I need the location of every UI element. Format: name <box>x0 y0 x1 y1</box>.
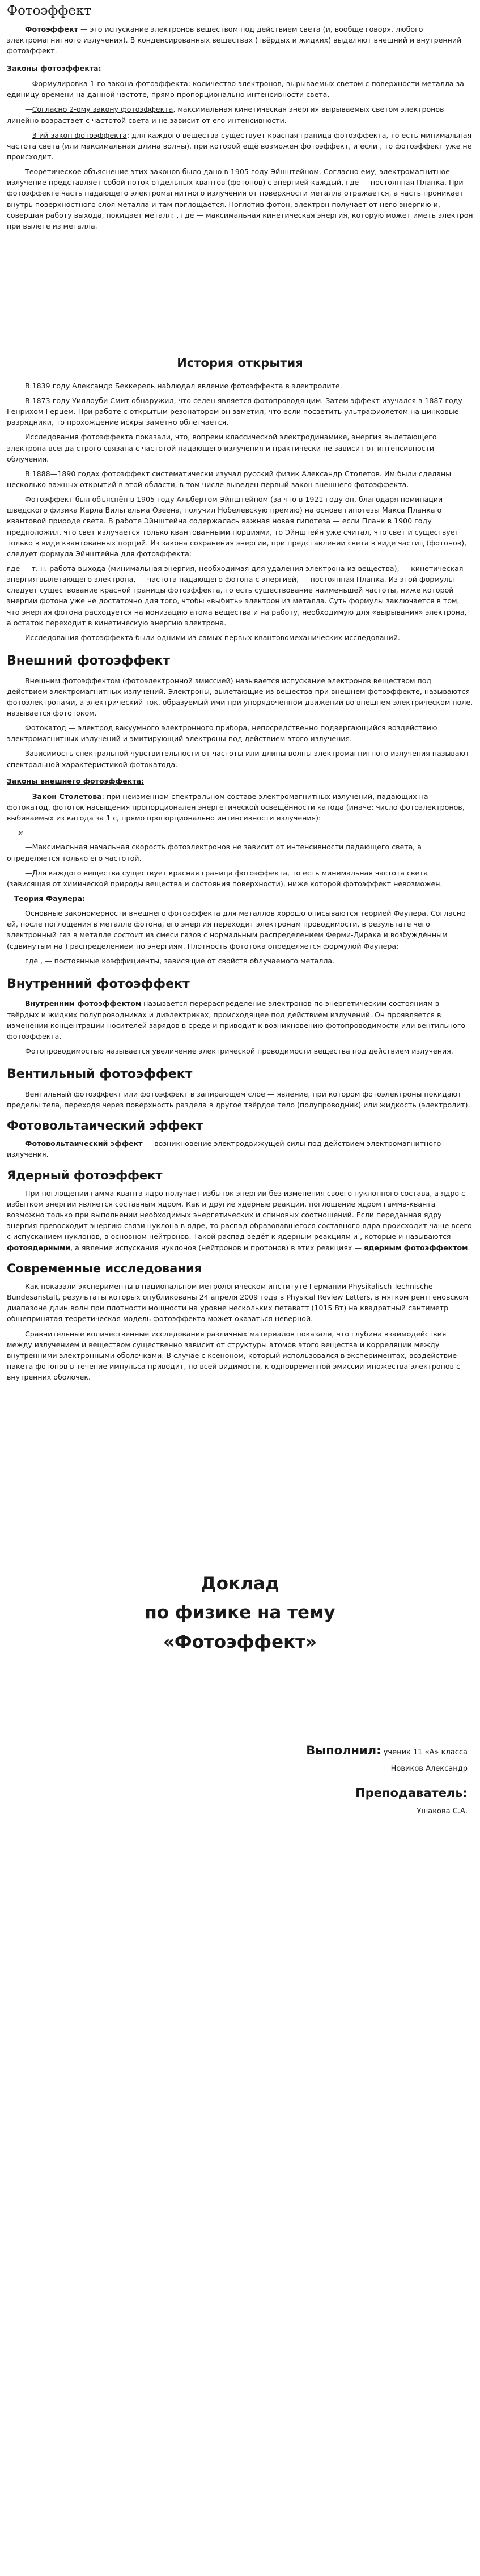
history-heading: История открытия <box>177 356 303 370</box>
law-2: —Согласно 2-ому закону фотоэффекта, максимальная кинетическая энергия вырываемых светом электронов линейно возрастает с частотой света и не зависит от его интенсивности. <box>7 105 444 125</box>
cover-title <box>7 1570 473 1656</box>
nuclear-paragraph <box>7 1188 473 1253</box>
blank-gap <box>7 235 473 354</box>
photovoltaic-text: — возникновение электродвижущей силы под действием электромагнитного излучения. <box>7 1139 441 1159</box>
max-energy-text: Максимальная начальная скорость фотоэлектронов не зависит от интенсивности падающего света, а определяется только его частотой. <box>7 843 422 862</box>
fowler-paragraph-2: где , — постоянные коэффициенты, зависящие от свойств облучаемого металла. <box>25 956 335 965</box>
document-title: Фотоэффект <box>7 3 92 18</box>
photovoltaic-term: Фотовольтаический эффект <box>25 1139 143 1148</box>
law-1-text: : количество электронов, вырываемых светом с поверхности металла за единицу времени на данной частоте, прямо пропорционально интенсивности света. <box>7 79 464 99</box>
fowler-paragraph-1: Основные закономерности внешнего фотоэффекта для металлов хорошо описываются теорией Фаулера. Согласно ей, после поглощения в металле фотона, его энергия переходит электронам проводимости, в результате чего электронный газ в металле состоит из смеси газов с нормальным распределением Ферми-Дирака и возбуждённым (сдвинутым на ) распределением по энергиям. Плотность фототока определяется формулой Фаулера: <box>7 909 466 950</box>
law-2-text: , максимальная кинетическая энергия вырываемых светом электронов линейно возрастает с частотой света и не зависит от его интенсивности. <box>7 105 444 125</box>
internal-text: называется перераспределение электронов по энергетическим состояниям в твёрдых и жидких полупроводниках и диэлектриках, происходящее под действием излучений. Он проявляется в изменении концентрации носителей зарядов в среде и приводит к возникновению фотопроводимости или вентильного фотоэффекта. <box>7 999 466 1040</box>
nuclear-text-a: При поглощении гамма-кванта ядро получает избыток энергии без изменения своего нуклонного состава, а ядро с избытком энергии является составным ядром. Как и другие ядерные реакции, поглощение ядром гамма-кванта возможно только при выполнении необходимых энергетических и спиновых соотношений. Если переданная ядру энергия превосходит энергию связи нуклона в ядре, то распад образовавшегося составного ядра происходит чаще всего с испусканием нуклонов, в основном нейтронов. Такой распад ведёт к ядерным реакциям и , которые и называются <box>7 1188 472 1241</box>
valve-heading: Вентильный фотоэффект <box>7 1067 193 1082</box>
stoletov-name[interactable]: Закон Столетова <box>32 792 102 801</box>
photovoltaic-heading: Фотовольтаический эффект <box>7 1118 203 1132</box>
signature-block <box>7 1742 473 1817</box>
modern-paragraph-1: Как показали эксперименты в национальном метрологическом институте Германии Physikalisch-Technische Bundesanstalt, результаты которых опубликованы 24 апреля 2009 года в Physical Review Letters, в мягком рентгеновском диапазоне длин волн при плотности мощности на уровне нескольких петаватт (1015 Вт) на квадратный сантиметр общепринятая теоретическая модель фотоэффекта может оказаться неверной. <box>7 1282 469 1323</box>
internal-heading: Внутренний фотоэффект <box>7 976 190 991</box>
max-energy-law: —Максимальная начальная скорость фотоэлектронов не зависит от интенсивности падающего света, а определяется только его частотой. <box>7 843 422 862</box>
history-paragraph-5b: где — т. н. работа выхода (минимальная энергия, необходимая для удаления электрона из вещества), — кинетическая энергия вылетающего электрона, — частота падающего фотона с энергией, — постоянная Планка. Из этой формулы следует существование красной границы фотоэффекта, то есть существование наименьшей частоты, ниже которой энергии фотона уже не достаточно для того, чтобы «выбить» электрон из металла. Суть формулы заключается в том, что энергия фотона расходуется на ионизацию атома вещества и на работу, необходимую для «вырывания» электрона, а остаток переходит в кинетическую энергию электрона. <box>7 564 467 627</box>
photovoltaic-paragraph <box>7 1138 473 1160</box>
modern-paragraph-2: Сравнительные количественные исследования различных материалов показали, что глубина взаимодействия между излучением и веществом существенно зависит от структуры атомов этого вещества и корреляции между внутренними электронными оболочками. В случае с ксеноном, который использовался в экспериментах, воздействие пакета фотонов в течение импульса приводит, по всей видимости, к одновременной эмиссии множества электронов с внутренних оболочек. <box>7 1329 460 1382</box>
internal-term: Внутренним фотоэффектом <box>25 999 142 1008</box>
external-laws-heading: Законы внешнего фотоэффекта: <box>7 776 145 785</box>
cover-line-2: по физике на тему <box>145 1602 335 1623</box>
internal-paragraph-2: Фотопроводимостью называется увеличение электрической проводимости вещества под действием излучения. <box>25 1046 453 1055</box>
external-paragraph-2: Фотокатод — электрод вакуумного электронного прибора, непосредственно подвергающийся воздействию электромагнитных излучений и эмитирующий электроны под действием этого излучения. <box>7 724 437 743</box>
nuclear-term-2: ядерным фотоэффектом <box>363 1243 468 1252</box>
teacher-label: Преподаватель: <box>355 1786 468 1800</box>
history-paragraph-3: Исследования фотоэффекта показали, что, вопреки классической электродинамике, энергия вылетающего электрона всегда строго связана с частотой падающего излучения и практически не зависит от интенсивности облучения. <box>7 433 437 463</box>
law-3-text: : для каждого вещества существует красная граница фотоэффекта, то есть минимальная частота света (или максимальная длина волны), при которой ещё возможен фотоэффект, и если , то фотоэффект уже не происходит. <box>7 130 472 161</box>
law-1-link[interactable]: Формулировка 1-го закона фотоэффекта <box>32 79 188 88</box>
modern-heading: Современные исследования <box>7 1261 202 1275</box>
red-border-law: —Для каждого вещества существует красная граница фотоэффекта, то есть минимальная частота света (зависящая от химической природы вещества и состояния поверхности), ниже которой фотоэффект невозможен. <box>7 868 443 888</box>
laws-heading: Законы фотоэффекта: <box>7 64 101 73</box>
author-class: ученик 11 «А» класса <box>381 1748 468 1757</box>
internal-paragraph-1 <box>7 998 473 1042</box>
intro-text: — это испускание электронов веществом под действием света (и, вообще говоря, любого электромагнитного излучения). В конденсированных веществах (твёрдых и жидких) выделяют внешний и внутренний фотоэффект. <box>7 24 462 55</box>
author-name: Новиков Александр <box>390 1764 468 1773</box>
intro-term: Фотоэффект <box>25 24 78 33</box>
history-paragraph-5a: Фотоэффект был объяснён в 1905 году Альбертом Эйнштейном (за что в 1921 году он, благодаря номинации шведского физика Карла Вильгельма Озеена, получил Нобелевскую премию) на основе гипотезы Макса Планка о квантовой природе света. В работе Эйнштейна содержалась важная новая гипотеза — если Планк в 1900 году предположил, что свет излучается только квантованными порциями, то Эйнштейн уже считал, что свет и существует только в виде квантованных порций. Из закона сохранения энергии, при представлении света в виде частиц (фотонов), следует формула Эйнштейна для фотоэффекта: <box>7 495 467 558</box>
theory-paragraph: Теоретическое объяснение этих законов было дано в 1905 году Эйнштейном. Согласно ему, электромагнитное излучение представляет собой поток отдельных квантов (фотонов) с энергией каждый, где — постоянная Планка. При фотоэффекте часть падающего электромагнитного излучения от поверхности металла отражается, а часть проникает внутрь поверхностного слоя металла и там поглощается. Поглотив фотон, электрон получает от него энергию и, совершая работу выхода, покидает металл: , где — максимальная кинетическая энергия, которую может иметь электрон при вылете из металла. <box>7 167 473 230</box>
history-paragraph-6: Исследования фотоэффекта были одними из самых первых квантовомеханических исследований. <box>25 633 401 642</box>
nuclear-term-1: фотоядерными <box>7 1243 71 1252</box>
history-paragraph-2: В 1873 году Уиллоуби Смит обнаружил, что селен является фотопроводящим. Затем эффект изучался в 1887 году Генрихом Герцем. При работе с открытым резонатором он заметил, что если посветить ультрафиолетом на цинковые разрядники, то прохождение искры заметно облегчается. <box>7 396 462 427</box>
law-3: —3-ий закон фотоэффекта: для каждого вещества существует красная граница фотоэффекта, то есть минимальная частота света (или максимальная длина волны), при которой ещё возможен фотоэффект, и если , то фотоэффект уже не происходит. <box>7 130 472 161</box>
formula-mark: и <box>18 828 23 837</box>
teacher-name: Ушакова С.А. <box>417 1807 468 1816</box>
law-3-link[interactable]: 3-ий закон фотоэффекта <box>32 130 127 139</box>
intro-paragraph <box>7 24 473 56</box>
external-paragraph-1: Внешним фотоэффектом (фотоэлектронной эмиссией) называется испускание электронов веществом под действием электромагнитных излучений. Электроны, вылетающие из вещества при внешнем фотоэффекте, называются фотоэлектронами, а электрический ток, образуемый ими при упорядоченном движении во внешнем электрическом поле, называется фототоком. <box>7 676 473 717</box>
cover-line-1: Доклад <box>201 1573 279 1594</box>
stoletov-text: : при неизменном спектральном составе электромагнитных излучений, падающих на фотокатод, фототок насыщения пропорционален энергетической освещённости катода (иначе: число фотоэлектронов, выбиваемых из катода за 1 с, прямо пропорционально интенсивности излучения): <box>7 792 465 823</box>
external-paragraph-3: Зависимость спектральной чувствительности от частоты или длины волны электромагнитного излучения называют спектральной характеристикой фотокатода. <box>7 749 470 769</box>
author-label: Выполнил: <box>306 1743 381 1757</box>
nuclear-text-c: . <box>468 1243 470 1252</box>
history-paragraph-1: В 1839 году Александр Беккерель наблюдал явление фотоэффекта в электролите. <box>25 381 342 390</box>
stoletov-law: —Закон Столетова: при неизменном спектральном составе электромагнитных излучений, падающих на фотокатод, фототок насыщения пропорционален энергетической освещённости катода (иначе: число фотоэлектронов, выбиваемых из катода за 1 с, прямо пропорционально интенсивности излучения): <box>7 792 465 823</box>
fowler-heading[interactable]: Теория Фаулера: <box>14 894 86 903</box>
law-1: —Формулировка 1-го закона фотоэффекта: количество электронов, вырываемых светом с поверхности металла за единицу времени на данной частоте, прямо пропорционально интенсивности света. <box>7 79 464 99</box>
cover-line-3: «Фотоэффект» <box>163 1631 317 1652</box>
history-paragraph-4: В 1888—1890 годах фотоэффект систематически изучал русский физик Александр Столетов. Им были сделаны несколько важных открытий в этой области, в том числе выведен первый закон внешнего фотоэффекта. <box>7 469 452 489</box>
law-2-link[interactable]: Согласно 2-ому закону фотоэффекта <box>32 105 173 114</box>
fowler-heading-row: —Теория Фаулера: <box>7 894 86 903</box>
external-heading: Внешний фотоэффект <box>7 653 171 668</box>
author-row <box>7 1742 468 1760</box>
nuclear-heading: Ядерный фотоэффект <box>7 1168 163 1182</box>
valve-paragraph: Вентильный фотоэффект или фотоэффект в запирающем слое — явление, при котором фотоэлектроны покидают пределы тела, переходя через поверхность раздела в другое твёрдое тело (полупроводник) или жидкость (электролит). <box>7 1089 470 1109</box>
nuclear-text-b: , а явление испускания нуклонов (нейтронов и протонов) в этих реакциях — <box>70 1243 364 1252</box>
red-border-text: Для каждого вещества существует красная граница фотоэффекта, то есть минимальная частота света (зависящая от химической природы вещества и состояния поверхности), ниже которой фотоэффект невозможен. <box>7 868 443 888</box>
